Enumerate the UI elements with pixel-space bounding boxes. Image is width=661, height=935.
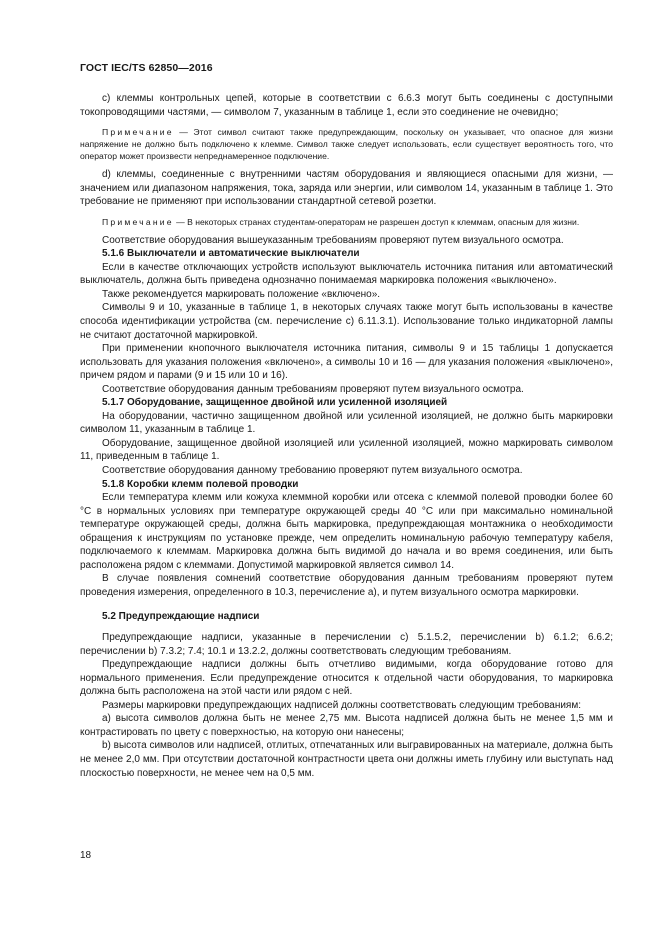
paragraph-warnings-1: Предупреждающие надписи, указанные в перечислении с) 5.1.5.2, перечислении b) 6.1.2; 6.6.2; перечислении b) 7.3.2; 7.4; 10.1 и 13.2.2, должны соответствовать следующим требованиям. [80, 632, 613, 657]
paragraph-terminal-boxes-2: В случае появления сомнений соответствие оборудования данным требованиям проверяют путем проведения измерения, определенного в 10.3, перечисление a), и путем визуального осмотра маркировки. [80, 573, 613, 598]
section-heading-5-1-7: 5.1.7 Оборудование, защищенное двойной или усиленной изоляцией [102, 397, 448, 409]
note-text: — Этот символ считают также предупреждающим, поскольку он указывает, что опасное для жизни напряжение не должно быть подключено к клемме. Символ также следует использовать, если существует вероятность того, что оператор может произвести непреднамеренное подключение. [80, 127, 613, 162]
page-number: 18 [80, 850, 92, 861]
paragraph-insulation-2: Оборудование, защищенное двойной изоляцией или усиленной изоляцией, можно маркировать символом 11, приведенным в таблице 1. [80, 437, 613, 463]
note-paragraph-2 [80, 216, 613, 228]
section-heading-5-1-6: 5.1.6 Выключатели и автоматические выключатели [102, 248, 360, 260]
paragraph-warnings-3: Размеры маркировки предупреждающих надписей должны соответствовать следующим требованиям: [102, 699, 582, 711]
note-label: Примечание [102, 127, 174, 138]
paragraph-warnings-item-b: b) высота символов или надписей, отлитых, отпечатанных или выгравированных на материале, должна быть не менее 2,0 мм. При отсутствии достаточной контрастности цвета они должны иметь глубину или выступать над плоскостью поверхности, не менее чем на 0,5 мм. [80, 740, 613, 779]
paragraph-switches-1: Если в качестве отключающих устройств используют выключатель источника питания или автоматический выключатель, должна быть приведена однозначно понимаемая маркировка положения «выключено». [80, 261, 613, 287]
paragraph-switches-3: Символы 9 и 10, указанные в таблице 1, в некоторых случаях также могут быть использованы в качестве способа идентификации устройства (см. перечисление с) 6.11.3.1). Использование только индикаторной лампы не считают достаточной маркировкой. [80, 302, 613, 341]
paragraph-switches-2: Также рекомендуется маркировать положение «включено». [102, 288, 381, 300]
paragraph-terminal-boxes-1: Если температура клемм или кожуха клеммной коробки или отсека с клеммой полевой проводки более 60 °С в нормальных условиях при температуре окружающей среды 40 °С или при максимально номинальной температуре окружающей среды, должна быть маркировка, предупреждающая монтажника о необходимости обращения к инструкциям по установке прежде, чем определить номинальную рабочую температуру кабеля, подключаемого к клеммам. Маркировка должна быть видимой до начала и во время соединения, или быть расположена рядом с клеммами. Допустимой маркировкой является символ 14. [80, 492, 613, 571]
paragraph-switches-4: При применении кнопочного выключателя источника питания, символы 9 и 15 таблицы 1 допускается использовать для указания положения «включено», а символы 10 и 16 — для указания положения «выключено», причем рядом и парами (9 и 15 или 10 и 16). [80, 343, 613, 382]
paragraph-item-d: d) клеммы, соединенные с внутренними частям оборудования и являющиеся опасными для жизни, — значением или диапазоном напряжения, тока, заряда или энергии, или символом 14, указанным в таблице 1. Это требование не применяют при использовании стандартной сетевой розетки. [80, 169, 613, 208]
paragraph-compliance-2: Соответствие оборудования данным требованиям проверяют путем визуального осмотра. [102, 383, 524, 395]
section-heading-5-2: 5.2 Предупреждающие надписи [102, 610, 260, 622]
paragraph-compliance-3: Соответствие оборудования данному требованию проверяют путем визуального осмотра. [102, 465, 523, 477]
note-label: Примечание [102, 216, 174, 227]
paragraph-item-c: c) клеммы контрольных цепей, которые в соответствии с 6.6.3 могут быть соединены с доступными токопроводящими частями, — символом 7, указанным в таблице 1, если это соединение не очевидно; [80, 93, 613, 118]
paragraph-warnings-2: Предупреждающие надписи должны быть отчетливо видимыми, когда оборудование готово для нормального применения. Если предупреждение относится к отдельной части оборудования, то маркировка должна быть расположена на этой части или рядом с ней. [80, 659, 613, 698]
page-body [80, 92, 613, 780]
paragraph-insulation-1: На оборудовании, частично защищенном двойной или усиленной изоляцией, не должно быть маркировки символом 11, указанным в таблице 1. [80, 410, 613, 436]
paragraph-warnings-item-a: a) высота символов должна быть не менее 2,75 мм. Высота надписей должна быть не менее 1,5 мм и контрастировать по цвету с поверхностью, на которую они нанесены; [80, 713, 613, 738]
paragraph-compliance-1: Соответствие оборудования вышеуказанным требованиям проверяют путем визуального осмотра. [102, 234, 564, 246]
page-header-standard-title: ГОСТ IEC/TS 62850—2016 [80, 62, 213, 74]
section-heading-5-1-8: 5.1.8 Коробки клемм полевой проводки [102, 478, 299, 490]
note-text: — В некоторых странах студентам-операторам не разрешен доступ к клеммам, опасным для жизни. [173, 216, 580, 227]
note-paragraph-1 [80, 126, 613, 162]
